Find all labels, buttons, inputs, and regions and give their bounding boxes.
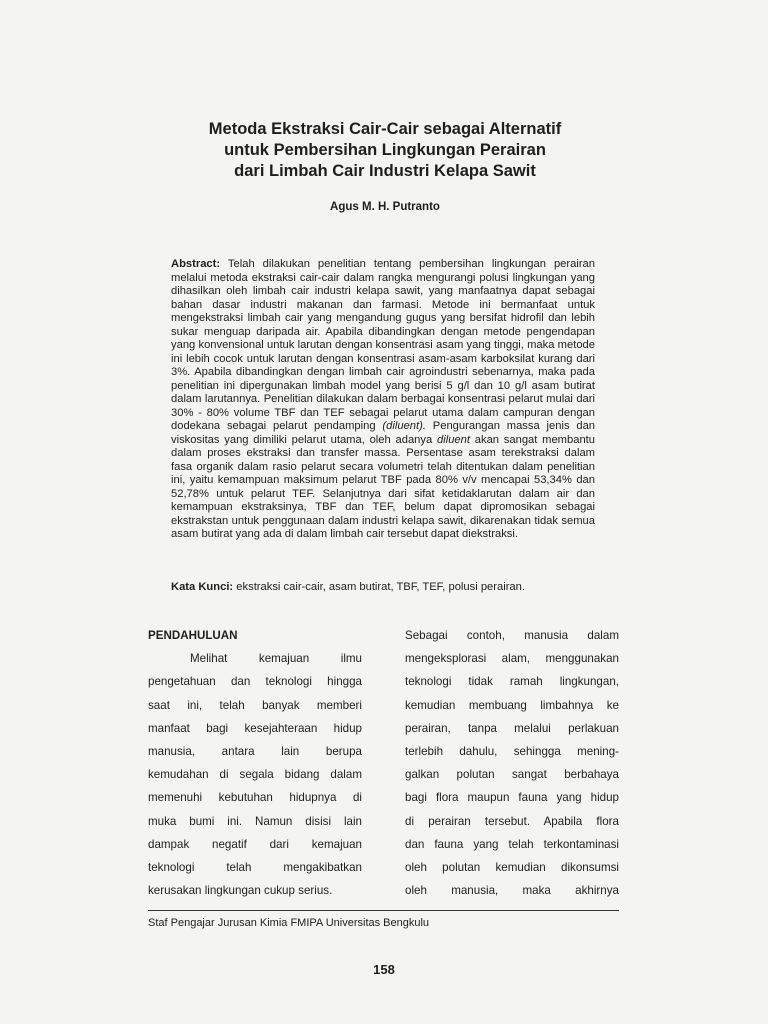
body-line: dampak negatif dari kemajuan bbox=[148, 837, 362, 851]
abstract-italic-term: diluent bbox=[437, 433, 470, 446]
body-line: teknologi tidak ramah lingkungan, bbox=[405, 675, 619, 689]
body-line: galkan polutan sangat berbahaya bbox=[405, 768, 619, 782]
abstract-text: akan sangat membantu dalam proses ekstraksi dan transfer massa. Persentase asam terekstraksi dalam fasa organik dalam rasio pelarut secara volumetri telah ditentukan dalam penelitian ini, yaitu kemampuan maksimum pelarut TBF pada 80% v/v mencapai 53,34% dan 52,78% untuk pelarut TEF. Selanjutnya dari sifat ketidaklarutan dalam air dan kemampuan ekstraksinya, TBF dan TEF, belum dapat dipromosikan sebagai ekstrakstan untuk penggunaan dalam industri kelapa sawit, dikarenakan tidak semua asam butirat yang ada di dalam limbah cair tersebut dapat diekstraksi. bbox=[171, 433, 596, 540]
body-line: kerusakan lingkungan cukup serius. bbox=[148, 884, 333, 898]
title-line: dari Limbah Cair Industri Kelapa Sawit bbox=[234, 162, 536, 180]
body-line: di perairan tersebut. Apabila flora bbox=[405, 814, 619, 828]
keywords bbox=[171, 580, 611, 594]
page-number: 158 bbox=[373, 962, 395, 977]
body-line: terlebih dahulu, sehingga mening- bbox=[405, 744, 619, 758]
body-line: kemudahan di segala bidang dalam bbox=[148, 768, 362, 782]
body-line: saat ini, telah banyak memberi bbox=[148, 698, 362, 712]
keywords-label: Kata Kunci: bbox=[171, 581, 234, 593]
title-line: untuk Pembersihan Lingkungan Perairan bbox=[224, 141, 546, 159]
body-line: kemudian membuang limbahnya ke bbox=[405, 698, 619, 712]
abstract-label: Abstract: bbox=[171, 258, 221, 270]
footnote-divider bbox=[148, 910, 619, 911]
abstract bbox=[171, 258, 595, 542]
body-line: pengetahuan dan teknologi hingga bbox=[148, 675, 362, 689]
body-right-column bbox=[405, 624, 619, 902]
body-line: manusia, antara lain berupa bbox=[148, 744, 362, 758]
body-line: Sebagai contoh, manusia dalam bbox=[405, 629, 619, 642]
body-line: manfaat bagi kesejahteraan hidup bbox=[148, 721, 362, 735]
body-line: dan fauna yang telah terkontaminasi bbox=[405, 837, 619, 851]
body-line: muka bumi ini. Namun disisi lain bbox=[148, 814, 362, 828]
abstract-text: Pengurangan massa jenis dan viskositas yang dimiliki pelarut utama, oleh adanya bbox=[171, 420, 596, 446]
body-line: bagi flora maupun fauna yang hidup bbox=[405, 791, 619, 805]
body-line: oleh polutan kemudian dikonsumsi bbox=[405, 860, 619, 874]
body-line: mengeksplorasi alam, menggunakan bbox=[405, 652, 619, 666]
body-line: perairan, tanpa melalui perlakuan bbox=[405, 721, 619, 735]
paper-title bbox=[150, 119, 620, 182]
body-line: oleh manusia, maka akhirnya bbox=[405, 884, 619, 898]
keywords-text: ekstraksi cair-cair, asam butirat, TBF, TEF, polusi perairan. bbox=[236, 581, 525, 593]
section-heading: PENDAHULUAN bbox=[148, 629, 238, 642]
abstract-text: Telah dilakukan penelitian tentang pembersihan lingkungan perairan melalui metoda ekstraksi cair-cair dalam rangka mengurangi polusi lingkungan yang dihasilkan oleh limbah cair industri kelapa sawit, yang manfaatnya dapat sebagai bahan dasar industri makanan dan farmasi. Metode ini bermanfaat untuk mengekstraksi limbah cair yang mengandung gugus yang bersifat hidrofil dan lebih sukar menguap daripada air. Apabila dibandingkan dengan metode pengendapan yang konvensional untuk larutan dengan konsentrasi asam yang tinggi, maka metode ini lebih cocok untuk larutan dengan konsentrasi asam-asam karboksilat kurang dari 3%. Apabila dibandingkan dengan limbah cair agroindustri sebenarnya, maka pada penelitian ini dipergunakan limbah model yang berisi 5 g/l dan 10 g/l asam butirat dalam larutannya. Penelitian dilakukan dalam berbagai konsentrasi pelarut mulai dari 30% - 80% volume TBF dan TEF sebagai pelarut utama dalam campuran dengan dodekana sebagai pelarut pendamping bbox=[171, 258, 596, 432]
body-line: memenuhi kebutuhan hidupnya di bbox=[148, 791, 362, 805]
abstract-italic-term: (diluent). bbox=[382, 420, 426, 432]
body-line: Melihat kemajuan ilmu bbox=[190, 652, 362, 666]
body-line: teknologi telah mengakibatkan bbox=[148, 860, 362, 874]
body-left-column bbox=[148, 624, 362, 902]
author-name: Agus M. H. Putranto bbox=[330, 201, 440, 213]
title-line: Metoda Ekstraksi Cair-Cair sebagai Alternatif bbox=[208, 120, 562, 138]
footnote: Staf Pengajar Jurusan Kimia FMIPA Universitas Bengkulu bbox=[148, 917, 430, 929]
